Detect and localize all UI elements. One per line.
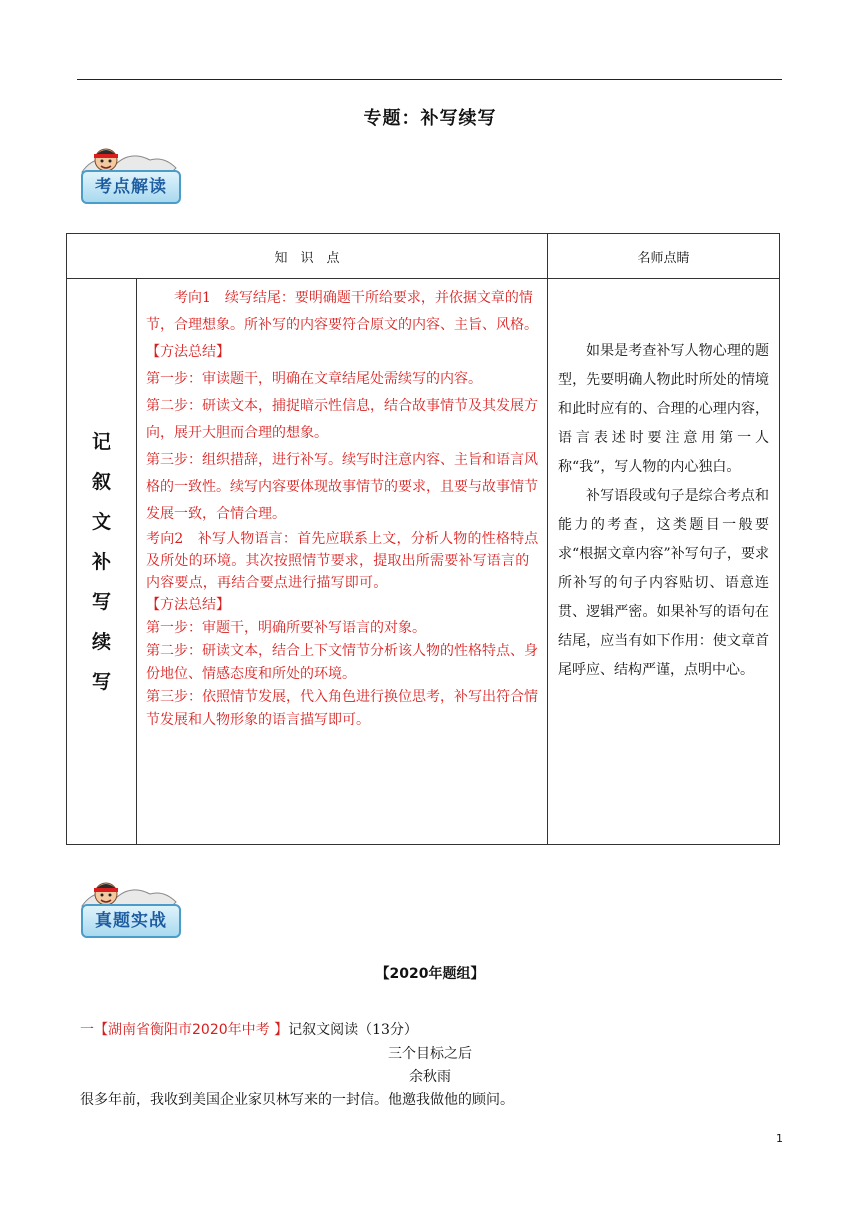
kaodian-badge-label: 考点解读: [81, 170, 181, 204]
kaoxiang-1: 考向1 续写结尾：要明确题干所给要求，并依据文章的情节，合理想象。所补写的内容要符合原文的内容、主旨、风格。: [146, 290, 538, 333]
method-summary-2: 【方法总结】: [146, 597, 230, 613]
side-char: 补: [91, 550, 111, 573]
lang-step-2: 第二步：研读文本，结合上下文情节分析该人物的性格特点、身份地位、情感态度和所处的环境。: [146, 643, 538, 682]
step-2: 第二步：研读文本，捕捉暗示性信息，结合故事情节及其发展方向，展开大胆而合理的想象。: [146, 398, 538, 441]
group-label: 【2020年题组】: [375, 966, 485, 982]
side-char: 叙: [91, 470, 111, 493]
side-label: [67, 279, 137, 845]
header-knowledge: 知 识 点: [67, 234, 548, 279]
side-char: 写: [91, 670, 111, 693]
lang-step-1: 第一步：审题干，明确所要补写语言的对象。: [146, 620, 426, 636]
side-char: 记: [91, 430, 111, 453]
side-char: 文: [91, 510, 111, 533]
question-heading: [80, 1019, 418, 1039]
header-rule: [77, 79, 782, 80]
tip-paragraph-2: 补写语段或句子是综合考点和能力的考查，这类题目一般要求“根据文章内容”补写句子，要求所补写的句子内容贴切、语意连贯、逻辑严密。如果补写的语句在结尾，应当有如下作用：使文章首尾呼应、结构严谨，点明中心。: [558, 488, 770, 678]
zhenti-badge-label: 真题实战: [81, 904, 181, 938]
question-source: 【湖南省衡阳市2020年中考 】: [94, 1022, 289, 1038]
side-char: 续: [91, 630, 111, 653]
step-3: 第三步：组织措辞，进行补写。续写时注意内容、主旨和语言风格的一致性。续写内容要体现故事情节的要求，且要与故事情节发展一致，合情合理。: [146, 452, 538, 522]
zhenti-badge: [76, 876, 186, 942]
lang-step-3: 第三步：依照情节发展，代入角色进行换位思考，补写出符合情节发展和人物形象的语言描写即可。: [146, 689, 538, 728]
tip-paragraph-1: 如果是考查补写人物心理的题型，先要明确人物此时所处的情境和此时应有的、合理的心理内容，语言表述时要注意用第一人称“我”，写人物的内心独白。: [558, 343, 770, 475]
knowledge-content: [137, 279, 548, 845]
question-desc: 记叙文阅读（13分）: [288, 1022, 418, 1038]
header-tips: 名师点睛: [548, 234, 780, 279]
side-char: 写: [91, 590, 111, 613]
article-author: 余秋雨: [409, 1069, 451, 1085]
article-title: 三个目标之后: [388, 1046, 472, 1062]
article-paragraph: 很多年前，我收到美国企业家贝林写来的一封信。他邀我做他的顾问。: [80, 1092, 514, 1108]
tips-content: [548, 279, 780, 845]
page-number: 1: [776, 1132, 783, 1145]
kaodian-badge: [76, 142, 186, 208]
step-1: 第一步：审读题干，明确在文章结尾处需续写的内容。: [146, 371, 482, 387]
page-title: 专题：补写续写: [363, 108, 497, 129]
question-number: 一: [80, 1022, 94, 1038]
method-summary-1: 【方法总结】: [146, 344, 230, 360]
kaoxiang-2: 考向2 补写人物语言：首先应联系上文，分析人物的性格特点及所处的环境。其次按照情节要求，提取出所需要补写语言的内容要点，再结合要点进行描写即可。: [146, 531, 539, 591]
knowledge-table: [66, 233, 780, 845]
